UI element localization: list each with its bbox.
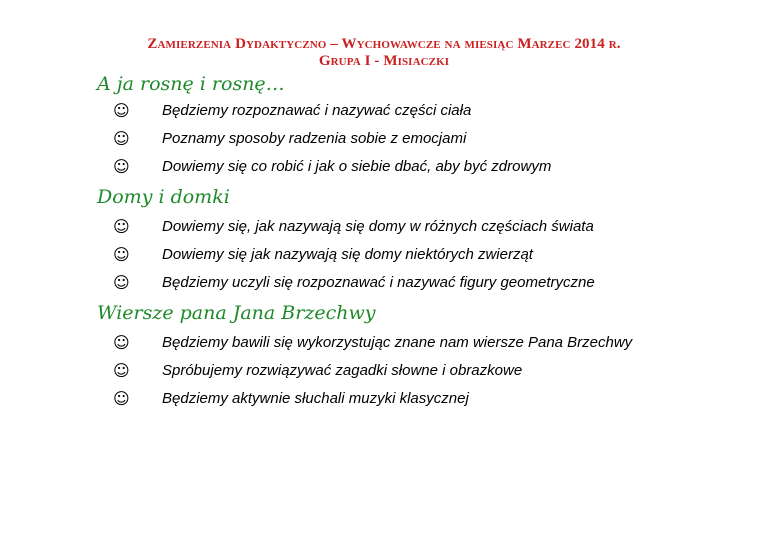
list-item — [0, 129, 768, 149]
list-item-text: Będziemy rozpoznawać i nazywać części ciała — [162, 102, 472, 119]
list-item — [0, 361, 768, 381]
smiley-icon: ☺ — [113, 217, 130, 236]
list-item — [0, 333, 768, 353]
list-item — [0, 217, 768, 237]
list-item-text: Spróbujemy rozwiązywać zagadki słowne i obrazkowe — [162, 362, 523, 379]
smiley-icon: ☺ — [113, 333, 130, 352]
list-item-text: Będziemy bawili się wykorzystując znane nam wiersze Pana Brzechwy — [162, 334, 633, 351]
header-group: Grupa I - Misiaczki — [318, 53, 450, 69]
document-header — [0, 36, 768, 70]
list-item-text: Będziemy aktywnie słuchali muzyki klasycznej — [162, 390, 469, 407]
list-item-text: Będziemy uczyli się rozpoznawać i nazywać figury geometryczne — [162, 274, 595, 291]
section-title-2: Domy i domki — [97, 186, 230, 208]
smiley-icon: ☺ — [113, 273, 130, 292]
header-title: Zamierzenia Dydaktyczno – Wychowawcze na miesiąc Marzec 2014 r. — [147, 36, 621, 52]
smiley-icon: ☺ — [113, 245, 130, 264]
section-title-3: Wiersze pana Jana Brzechwy — [97, 302, 376, 324]
smiley-icon: ☺ — [113, 361, 130, 380]
list-item — [0, 245, 768, 265]
list-item-text: Poznamy sposoby radzenia sobie z emocjami — [162, 130, 467, 147]
list-item-text: Dowiemy się, jak nazywają się domy w różnych częściach świata — [162, 218, 594, 235]
list-item-text: Dowiemy się jak nazywają się domy niektórych zwierząt — [162, 246, 533, 263]
smiley-icon: ☺ — [113, 389, 130, 408]
list-item — [0, 101, 768, 121]
list-item — [0, 389, 768, 409]
smiley-icon: ☺ — [113, 157, 130, 176]
smiley-icon: ☺ — [113, 129, 130, 148]
list-item — [0, 273, 768, 293]
section-title-1: A ja rosnę i rosnę… — [97, 73, 285, 95]
list-item — [0, 157, 768, 177]
list-item-text: Dowiemy się co robić i jak o siebie dbać, aby być zdrowym — [162, 158, 552, 175]
smiley-icon: ☺ — [113, 101, 130, 120]
